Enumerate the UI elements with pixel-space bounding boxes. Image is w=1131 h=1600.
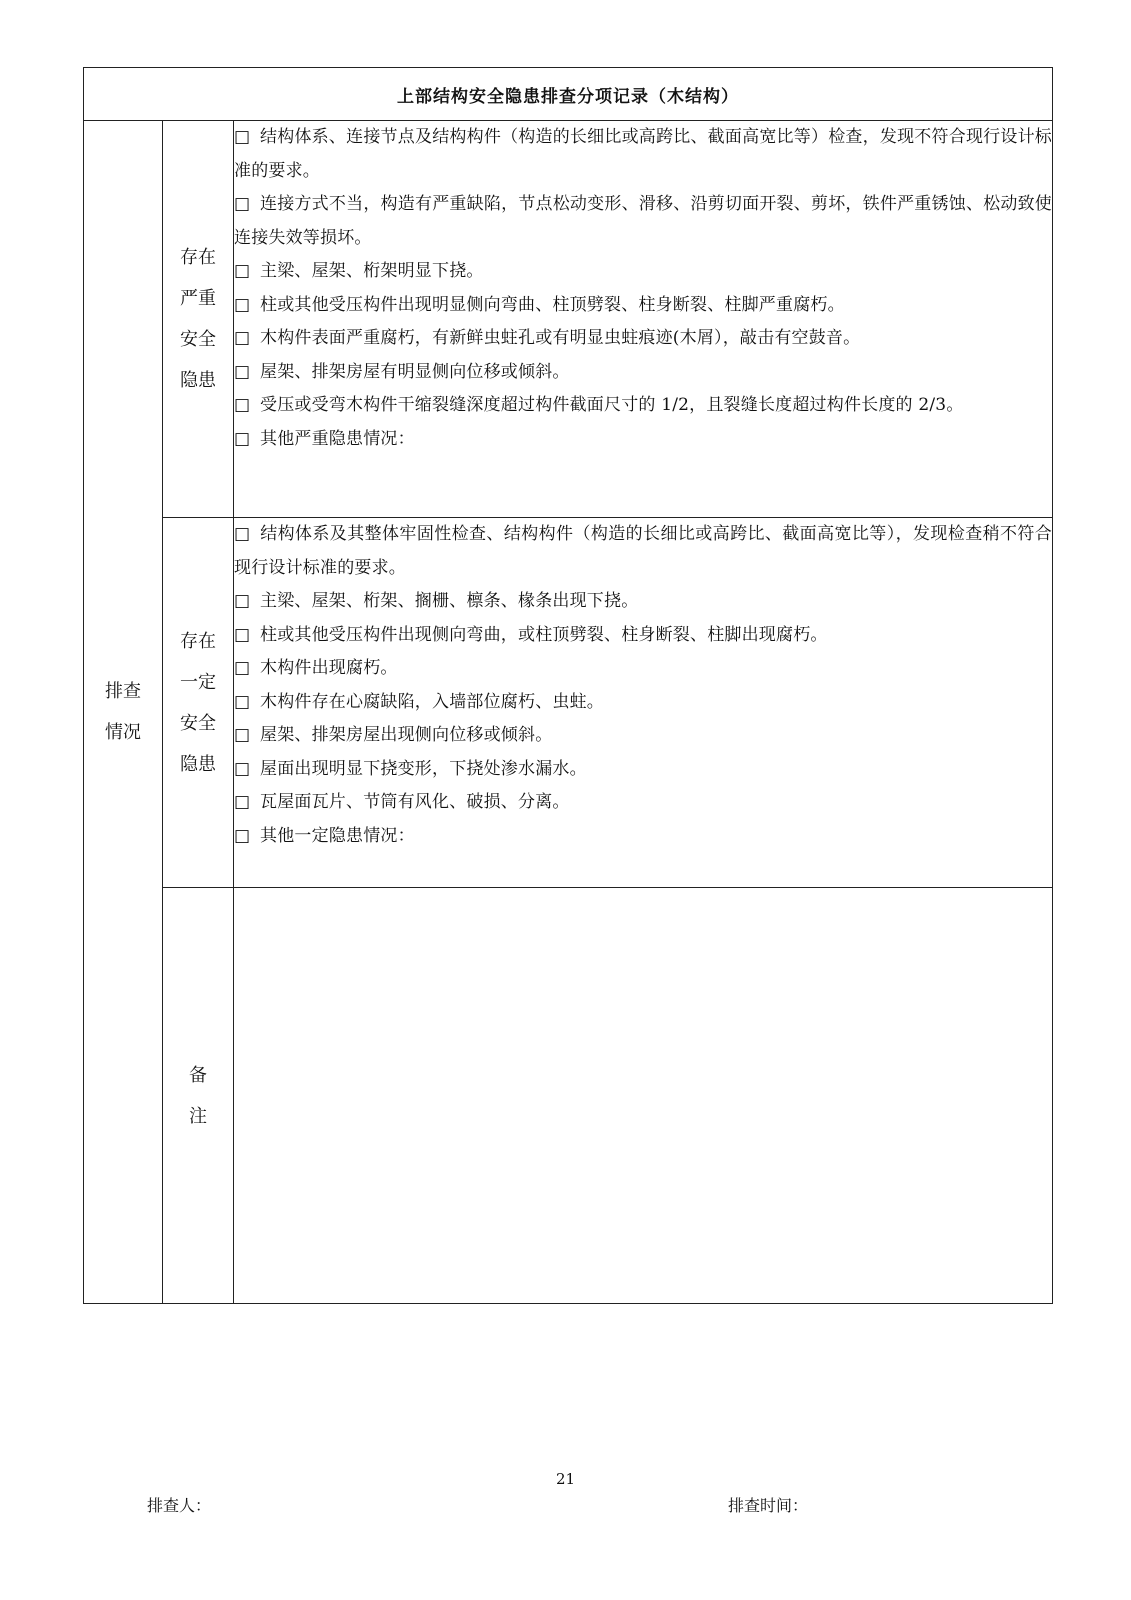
- checkbox-icon[interactable]: □: [234, 691, 251, 712]
- checkbox-icon[interactable]: □: [234, 825, 251, 846]
- label-line: 隐患: [180, 753, 216, 775]
- item-text: 结构体系及其整体牢固性检查、结构构件（构造的长细比或高跨比、截面高宽比等），发现检查稍不符合现行设计标准的要求。: [234, 524, 1053, 578]
- moderate-hazard-items: [234, 518, 1053, 888]
- checkbox-icon[interactable]: □: [234, 127, 251, 147]
- checklist-item[interactable]: [234, 518, 1052, 585]
- label-line: 存在: [180, 247, 216, 268]
- inspection-form-table: [83, 67, 1053, 1304]
- label-line: 隐患: [180, 370, 216, 391]
- item-text: 柱或其他受压构件出现明显侧向弯曲、柱顶劈裂、柱身断裂、柱脚严重腐朽。: [260, 294, 845, 315]
- checklist-item[interactable]: [234, 389, 1052, 423]
- checkbox-icon[interactable]: □: [234, 725, 251, 745]
- item-text: 其他严重隐患情况：: [260, 428, 415, 449]
- checkbox-icon[interactable]: □: [234, 591, 251, 611]
- checkbox-icon[interactable]: □: [234, 294, 251, 315]
- serious-hazard-items: [234, 121, 1053, 518]
- item-text: 屋架、排架房屋出现侧向位移或倾斜。: [260, 725, 553, 745]
- item-text: 连接方式不当，构造有严重缺陷，节点松动变形、滑移、沿剪切面开裂、剪坏，铁件严重锈蚀、松动致使连接失效等损坏。: [234, 194, 1053, 248]
- checklist-item[interactable]: [234, 121, 1052, 188]
- item-text: 主梁、屋架、桁架、搁栅、檩条、椽条出现下挠。: [260, 591, 639, 611]
- remarks-label: [163, 888, 234, 1304]
- checklist-item[interactable]: [234, 322, 1052, 356]
- checklist-item[interactable]: [234, 585, 1052, 619]
- checkbox-icon[interactable]: □: [234, 624, 251, 645]
- checkbox-icon[interactable]: □: [234, 395, 251, 415]
- label-line: 安全: [180, 712, 216, 734]
- checkbox-icon[interactable]: □: [234, 261, 251, 281]
- checklist-item[interactable]: [234, 719, 1052, 753]
- inspection-time-label: 排查时间：: [728, 1496, 809, 1515]
- label-line: 备: [189, 1064, 207, 1086]
- moderate-hazard-label: [163, 518, 234, 888]
- checklist-item[interactable]: [234, 820, 1052, 854]
- label-line: 注: [189, 1105, 207, 1127]
- item-text: 木构件存在心腐缺陷，入墙部位腐朽、虫蛀。: [260, 691, 604, 712]
- item-text: 柱或其他受压构件出现侧向弯曲，或柱顶劈裂、柱身断裂、柱脚出现腐朽。: [260, 624, 828, 645]
- checkbox-icon[interactable]: □: [234, 328, 251, 348]
- item-text: 结构体系、连接节点及结构构件（构造的长细比或高跨比、截面高宽比等）检查，发现不符合现行设计标准的要求。: [234, 127, 1053, 181]
- checkbox-icon[interactable]: □: [234, 194, 251, 214]
- checklist-item[interactable]: [234, 652, 1052, 686]
- checkbox-icon[interactable]: □: [234, 792, 251, 812]
- form-title: 上部结构安全隐患排查分项记录（木结构）: [84, 68, 1053, 121]
- checklist-item[interactable]: [234, 786, 1052, 820]
- label-line: 存在: [180, 630, 216, 652]
- item-text: 木构件表面严重腐朽，有新鲜虫蛀孔或有明显虫蛀痕迹(木屑），敲击有空鼓音。: [260, 328, 861, 348]
- checklist-item[interactable]: [234, 753, 1052, 787]
- item-text: 木构件出现腐朽。: [260, 658, 398, 678]
- checkbox-icon[interactable]: □: [234, 428, 251, 449]
- serious-hazard-label: [163, 121, 234, 518]
- item-text: 主梁、屋架、桁架明显下挠。: [260, 261, 484, 281]
- label-line: 严重: [180, 288, 216, 309]
- section-label-inspection: [84, 121, 163, 1304]
- item-text: 屋架、排架房屋有明显侧向位移或倾斜。: [260, 361, 570, 382]
- checkbox-icon[interactable]: □: [234, 361, 251, 382]
- checkbox-icon[interactable]: □: [234, 758, 251, 779]
- checkbox-icon[interactable]: □: [234, 658, 251, 678]
- item-text: 瓦屋面瓦片、节筒有风化、破损、分离。: [260, 792, 570, 812]
- checklist-item[interactable]: [234, 356, 1052, 390]
- inspector-label: 排查人：: [147, 1496, 212, 1515]
- section-label-line: 排查: [105, 681, 141, 702]
- label-line: 一定: [180, 671, 216, 693]
- checklist-item[interactable]: [234, 423, 1052, 457]
- checklist-item[interactable]: [234, 686, 1052, 720]
- item-text: 屋面出现明显下挠变形，下挠处渗水漏水。: [260, 758, 587, 779]
- checklist-item[interactable]: [234, 188, 1052, 255]
- item-text: 其他一定隐患情况：: [260, 825, 415, 846]
- remarks-content[interactable]: [234, 888, 1053, 1304]
- item-text: 受压或受弯木构件干缩裂缝深度超过构件截面尺寸的 1/2，且裂缝长度超过构件长度的 2/3。: [260, 395, 964, 415]
- checkbox-icon[interactable]: □: [234, 524, 251, 544]
- checklist-item[interactable]: [234, 289, 1052, 323]
- label-line: 安全: [180, 329, 216, 350]
- checklist-item[interactable]: [234, 619, 1052, 653]
- checklist-item[interactable]: [234, 255, 1052, 289]
- page-number: 21: [555, 1470, 576, 1488]
- section-label-line: 情况: [105, 722, 141, 743]
